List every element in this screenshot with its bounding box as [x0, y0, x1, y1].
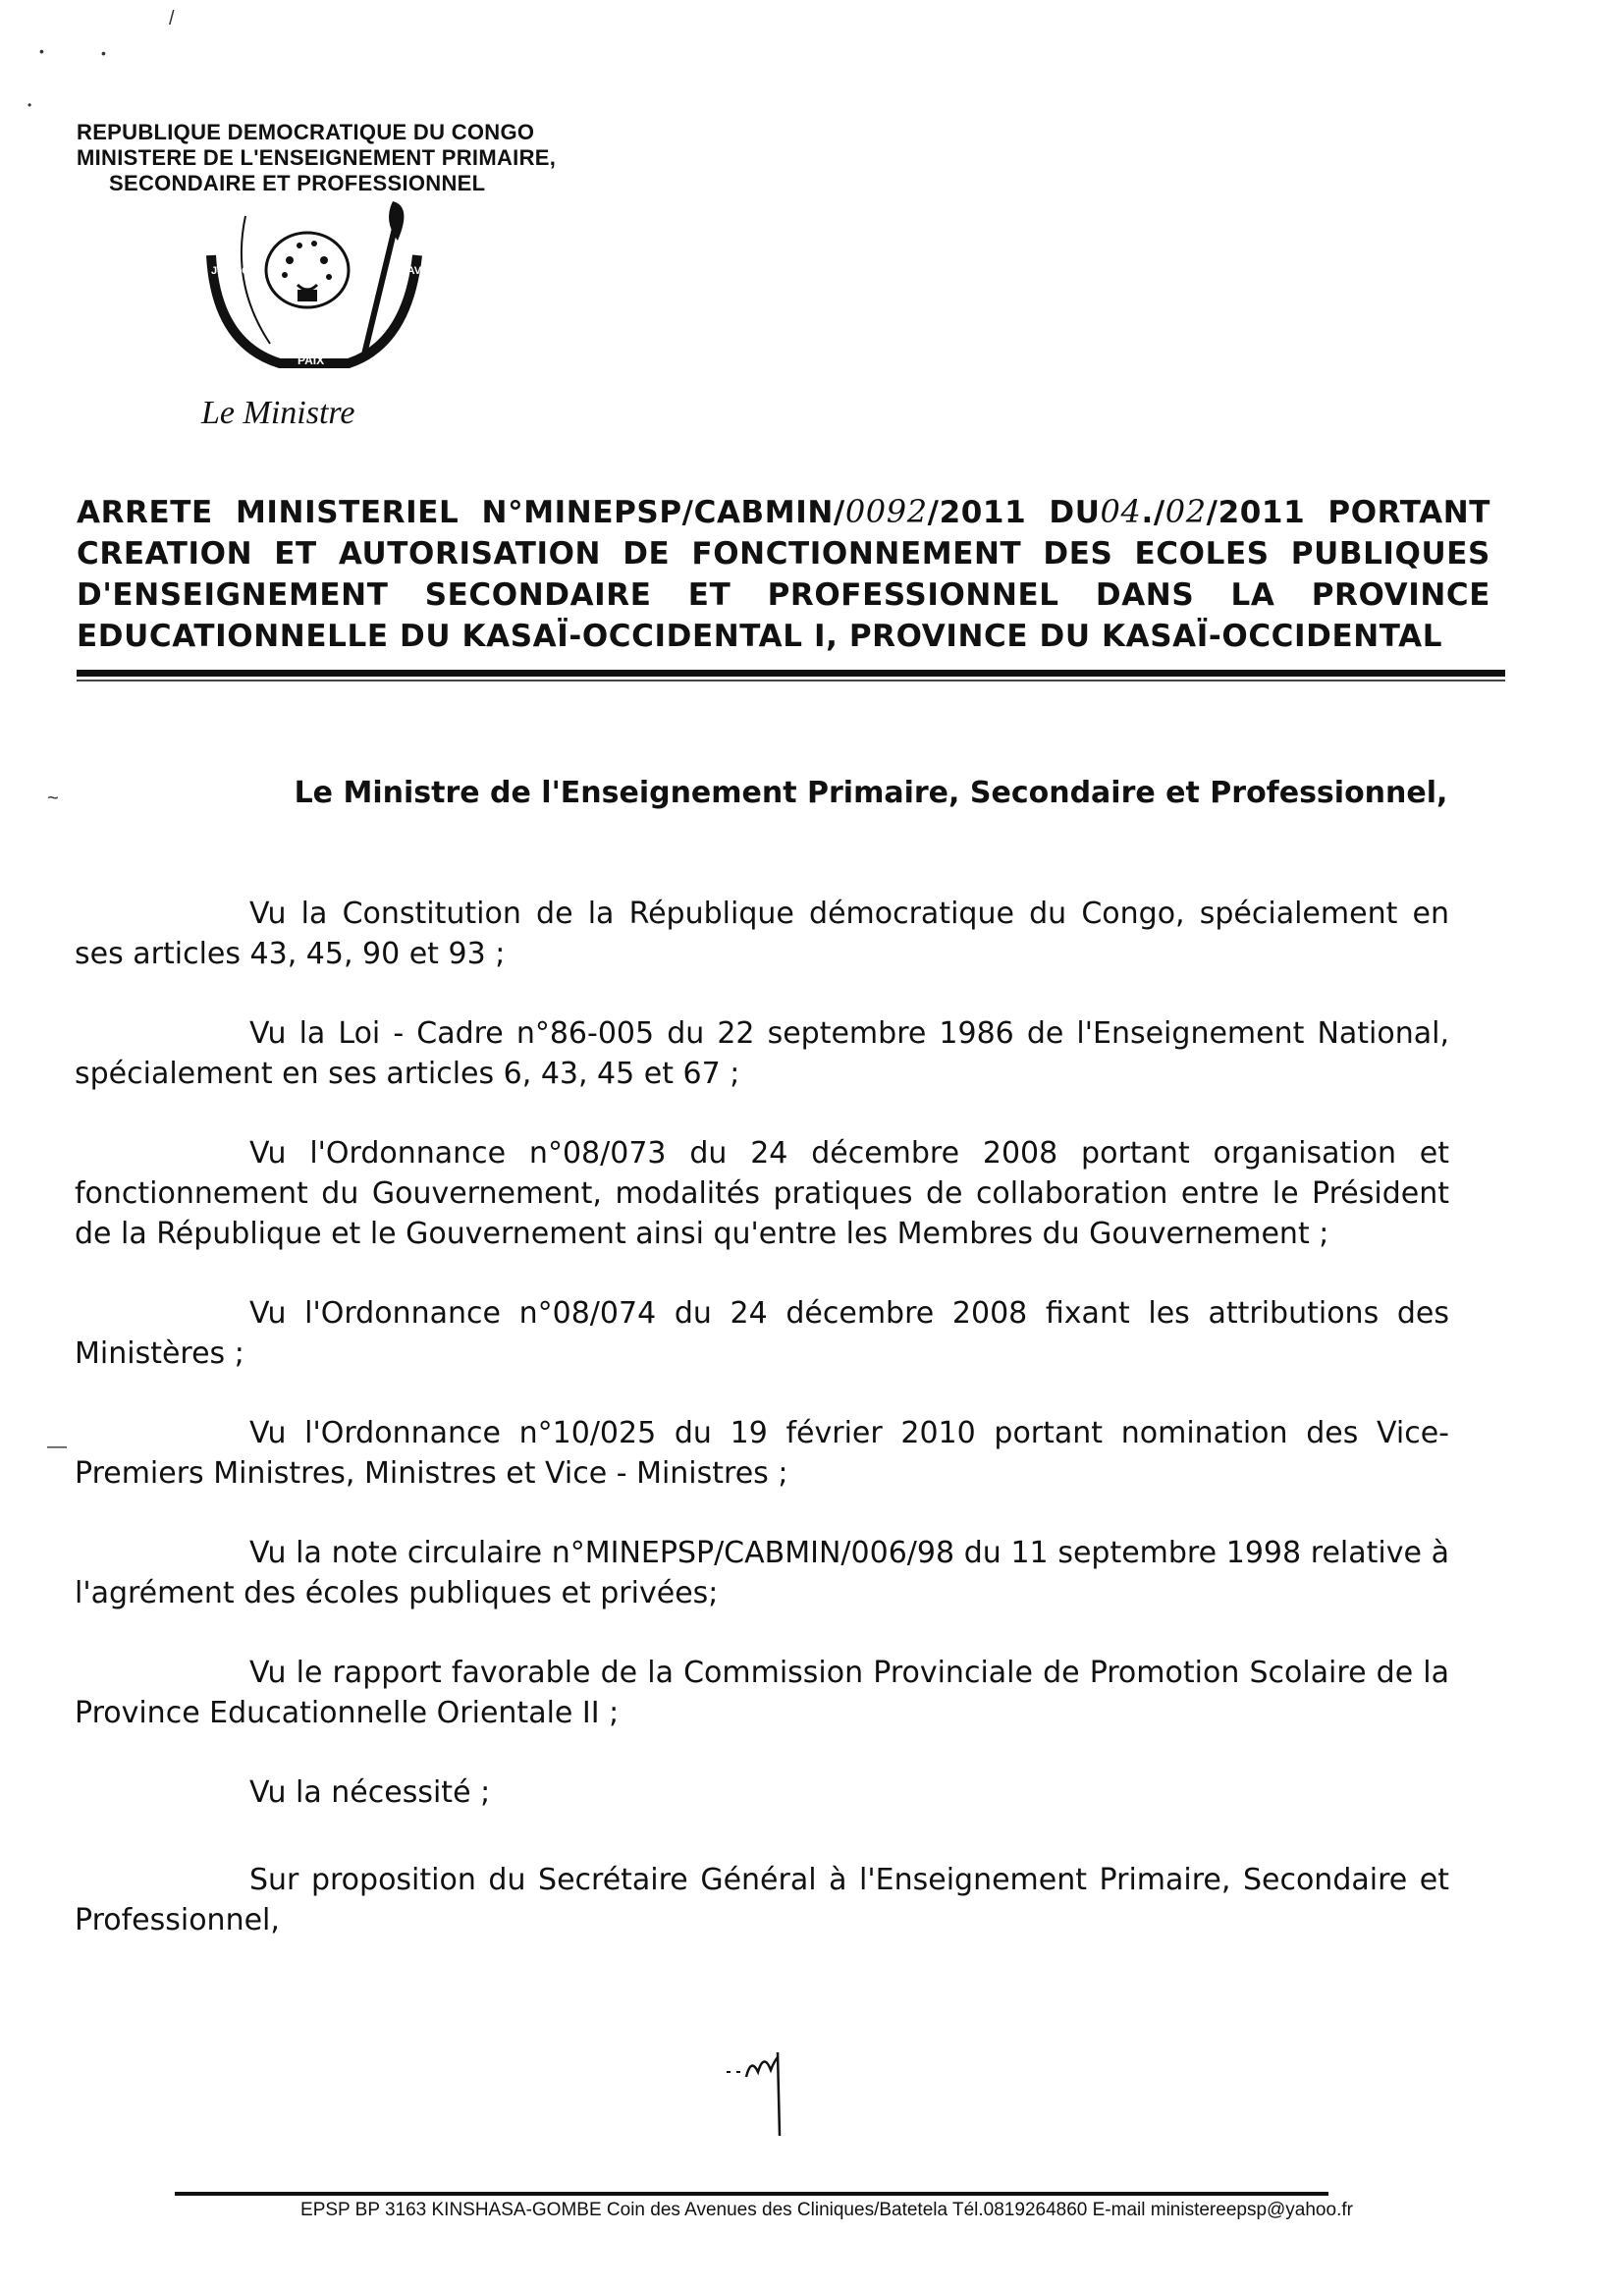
handwritten-month: 02 [1164, 493, 1207, 530]
scan-mark: / [169, 8, 175, 29]
recital-paragraph: Vu l'Ordonnance n°10/025 du 19 février 2010 portant nomination des Vice-Premiers Ministres, Ministres et Vice - Ministres ; [75, 1416, 1449, 1491]
recital-paragraph: Vu la Loi - Cadre n°86-005 du 22 septembre 1986 de l'Enseignement National, spécialement en ses articles 6, 43, 45 et 67 ; [75, 1016, 1449, 1091]
handwritten-initials-icon [717, 2043, 805, 2141]
header-ministry-cont: SECONDAIRE ET PROFESSIONNEL [109, 171, 486, 195]
title-part-1: ARRETE MINISTERIEL N°MINEPSP/CABMIN/ [77, 495, 845, 530]
scan-mark: — [47, 1436, 67, 1457]
motto-right: TRAVAIL [393, 265, 439, 277]
ministry-header [77, 120, 556, 196]
motto-left: JUSTICE [211, 265, 257, 277]
footer-divider [175, 2192, 1328, 2196]
footer-address: EPSP BP 3163 KINSHASA-GOMBE Coin des Avenues des Cliniques/Batetela Tél.0819264860 E-mail ministereepsp@yahoo.fr [300, 2200, 1353, 2220]
handwritten-decree-number: 0092 [844, 493, 928, 530]
recital-paragraph: Vu l'Ordonnance n°08/073 du 24 décembre 2008 portant organisation et fonctionnement du Gouvernement, modalités pratiques de collaboration entre le Président de la République et le Gouvernement ainsi qu'entre les Membres du Gouvernement ; [75, 1136, 1449, 1251]
decree-title [77, 491, 1490, 657]
title-divider [77, 670, 1505, 677]
signatory-title: Le Ministre [201, 395, 355, 431]
header-ministry: MINISTERE DE L'ENSEIGNEMENT PRIMAIRE, [77, 145, 557, 170]
recital-paragraph: Vu la Constitution de la République démocratique du Congo, spécialement en ses articles 43, 45, 90 et 93 ; [75, 897, 1449, 971]
title-part-2: /2011 DU [927, 495, 1101, 530]
recital-paragraph: Vu l'Ordonnance n°08/074 du 24 décembre 2008 fixant les attributions des Ministères ; [75, 1296, 1449, 1371]
scan-mark: • [101, 45, 106, 61]
scan-mark: ~ [47, 788, 59, 809]
title-part-4: /2011 PORTANT CREATION ET AUTORISATION DE FONCTIONNEMENT DES ECOLES PUBLIQUES D'ENSEIGNEMENT SECONDAIRE ET PROFESSIONNEL DANS LA PROVINCE EDUCATIONNELLE DU KASAÏ-OCCIDENTAL I, PROVINCE DU KASAÏ-OCCIDENTAL [77, 495, 1490, 654]
handwritten-day: 04 [1100, 493, 1142, 530]
recital-paragraph: Sur proposition du Secrétaire Général à l'Enseignement Primaire, Secondaire et Professionnel, [75, 1863, 1449, 1937]
recital-paragraph: Vu la nécessité ; [249, 1775, 491, 1810]
scan-mark: • [39, 43, 44, 59]
scan-mark: • [27, 98, 32, 112]
decree-body [75, 894, 1449, 1940]
motto-bottom: PAIX [298, 354, 325, 367]
coat-of-arms-icon [191, 196, 447, 393]
recital-paragraph: Vu la note circulaire n°MINEPSP/CABMIN/006/98 du 11 septembre 1998 relative à l'agrément des écoles publiques et privées; [75, 1536, 1449, 1610]
minister-intro: Le Ministre de l'Enseignement Primaire, Secondaire et Professionnel, [294, 776, 1448, 810]
recital-paragraph: Vu le rapport favorable de la Commission Provinciale de Promotion Scolaire de la Province Educationnelle Orientale II ; [75, 1656, 1449, 1730]
title-part-3: ./ [1141, 495, 1165, 530]
header-country: REPUBLIQUE DEMOCRATIQUE DU CONGO [77, 120, 535, 144]
title-divider-thin [77, 680, 1505, 681]
